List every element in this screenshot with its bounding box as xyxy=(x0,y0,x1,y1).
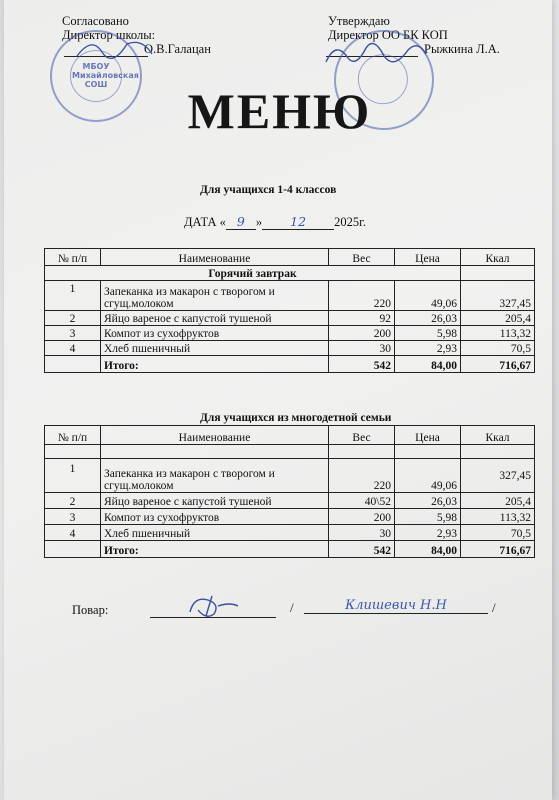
date-month: 12 xyxy=(262,214,334,230)
date-suffix: 2025г. xyxy=(334,215,366,229)
table-row: 2 Яйцо вареное с капустой тушеной 92 26,03 205,4 xyxy=(45,311,535,326)
date-prefix: ДАТА « xyxy=(184,215,226,229)
spacer-row xyxy=(45,445,535,459)
page-title: МЕНЮ xyxy=(187,83,372,139)
group-title: Горячий завтрак xyxy=(45,266,461,281)
table-header-row: № п/п Наименование Вес Цена Ккал xyxy=(45,426,535,445)
total-row: Итого: 542 84,00 716,67 xyxy=(45,356,535,373)
date-line xyxy=(184,214,366,230)
signature-scribble-left xyxy=(72,34,162,64)
director-name: О.В.Галацан xyxy=(144,42,211,56)
section2-subtitle: Для учащихся из многодетной семьи xyxy=(200,412,392,424)
table-row: 3 Компот из сухофруктов 200 5,98 113,32 xyxy=(45,326,535,341)
stamp-text: МБОУ Михайловская СОШ xyxy=(72,62,139,89)
total-row: Итого: 542 84,00 716,67 xyxy=(45,541,535,558)
total-label: Итого: xyxy=(101,356,329,373)
col-weight: Вес xyxy=(329,249,395,266)
agreed-label: Согласовано xyxy=(62,14,129,28)
table-row: 3 Компот из сухофруктов 200 5,98 113,32 xyxy=(45,509,535,525)
table-row: 2 Яйцо вареное с капустой тушеной 40\52 26,03 205,4 xyxy=(45,493,535,509)
table-row: 1 Запеканка из макарон с творогом и сгущ.молоком 220 49,06 327,45 xyxy=(45,281,535,311)
table-row: 4 Хлеб пшеничный 30 2,93 70,5 xyxy=(45,341,535,356)
table-row: 4 Хлеб пшеничный 30 2,93 70,5 xyxy=(45,525,535,541)
col-price: Цена xyxy=(395,249,461,266)
group-row xyxy=(45,266,535,281)
section1-subtitle: Для учащихся 1-4 классов xyxy=(200,184,337,196)
bracket-left: / xyxy=(290,600,294,615)
approve-label: Утверждаю xyxy=(328,14,390,28)
cook-label: Повар: xyxy=(72,603,109,617)
col-name: Наименование xyxy=(101,249,329,266)
menu-table-1 xyxy=(44,248,535,373)
col-kcal: Ккал xyxy=(461,249,535,266)
cook-signature-scribble xyxy=(184,592,244,620)
date-day: 9 xyxy=(226,214,256,230)
signature-scribble-right xyxy=(322,34,432,74)
table-row: 1 Запеканка из макарон с творогом и сгущ.молоком 220 49,06 327,45 xyxy=(45,459,535,493)
director-oo-name: Рыжкина Л.А. xyxy=(424,42,500,56)
col-num: № п/п xyxy=(45,249,101,266)
bracket-right: / xyxy=(492,600,496,615)
cook-name: Клишевич Н.Н xyxy=(304,598,488,614)
paper-sheet xyxy=(4,0,552,800)
table-header-row xyxy=(45,249,535,266)
director-oo-label: Директор ОО БК КОП xyxy=(328,28,448,42)
menu-table-2 xyxy=(44,425,535,558)
date-mid: » xyxy=(255,215,263,229)
director-label: Директор школы: xyxy=(62,28,156,42)
